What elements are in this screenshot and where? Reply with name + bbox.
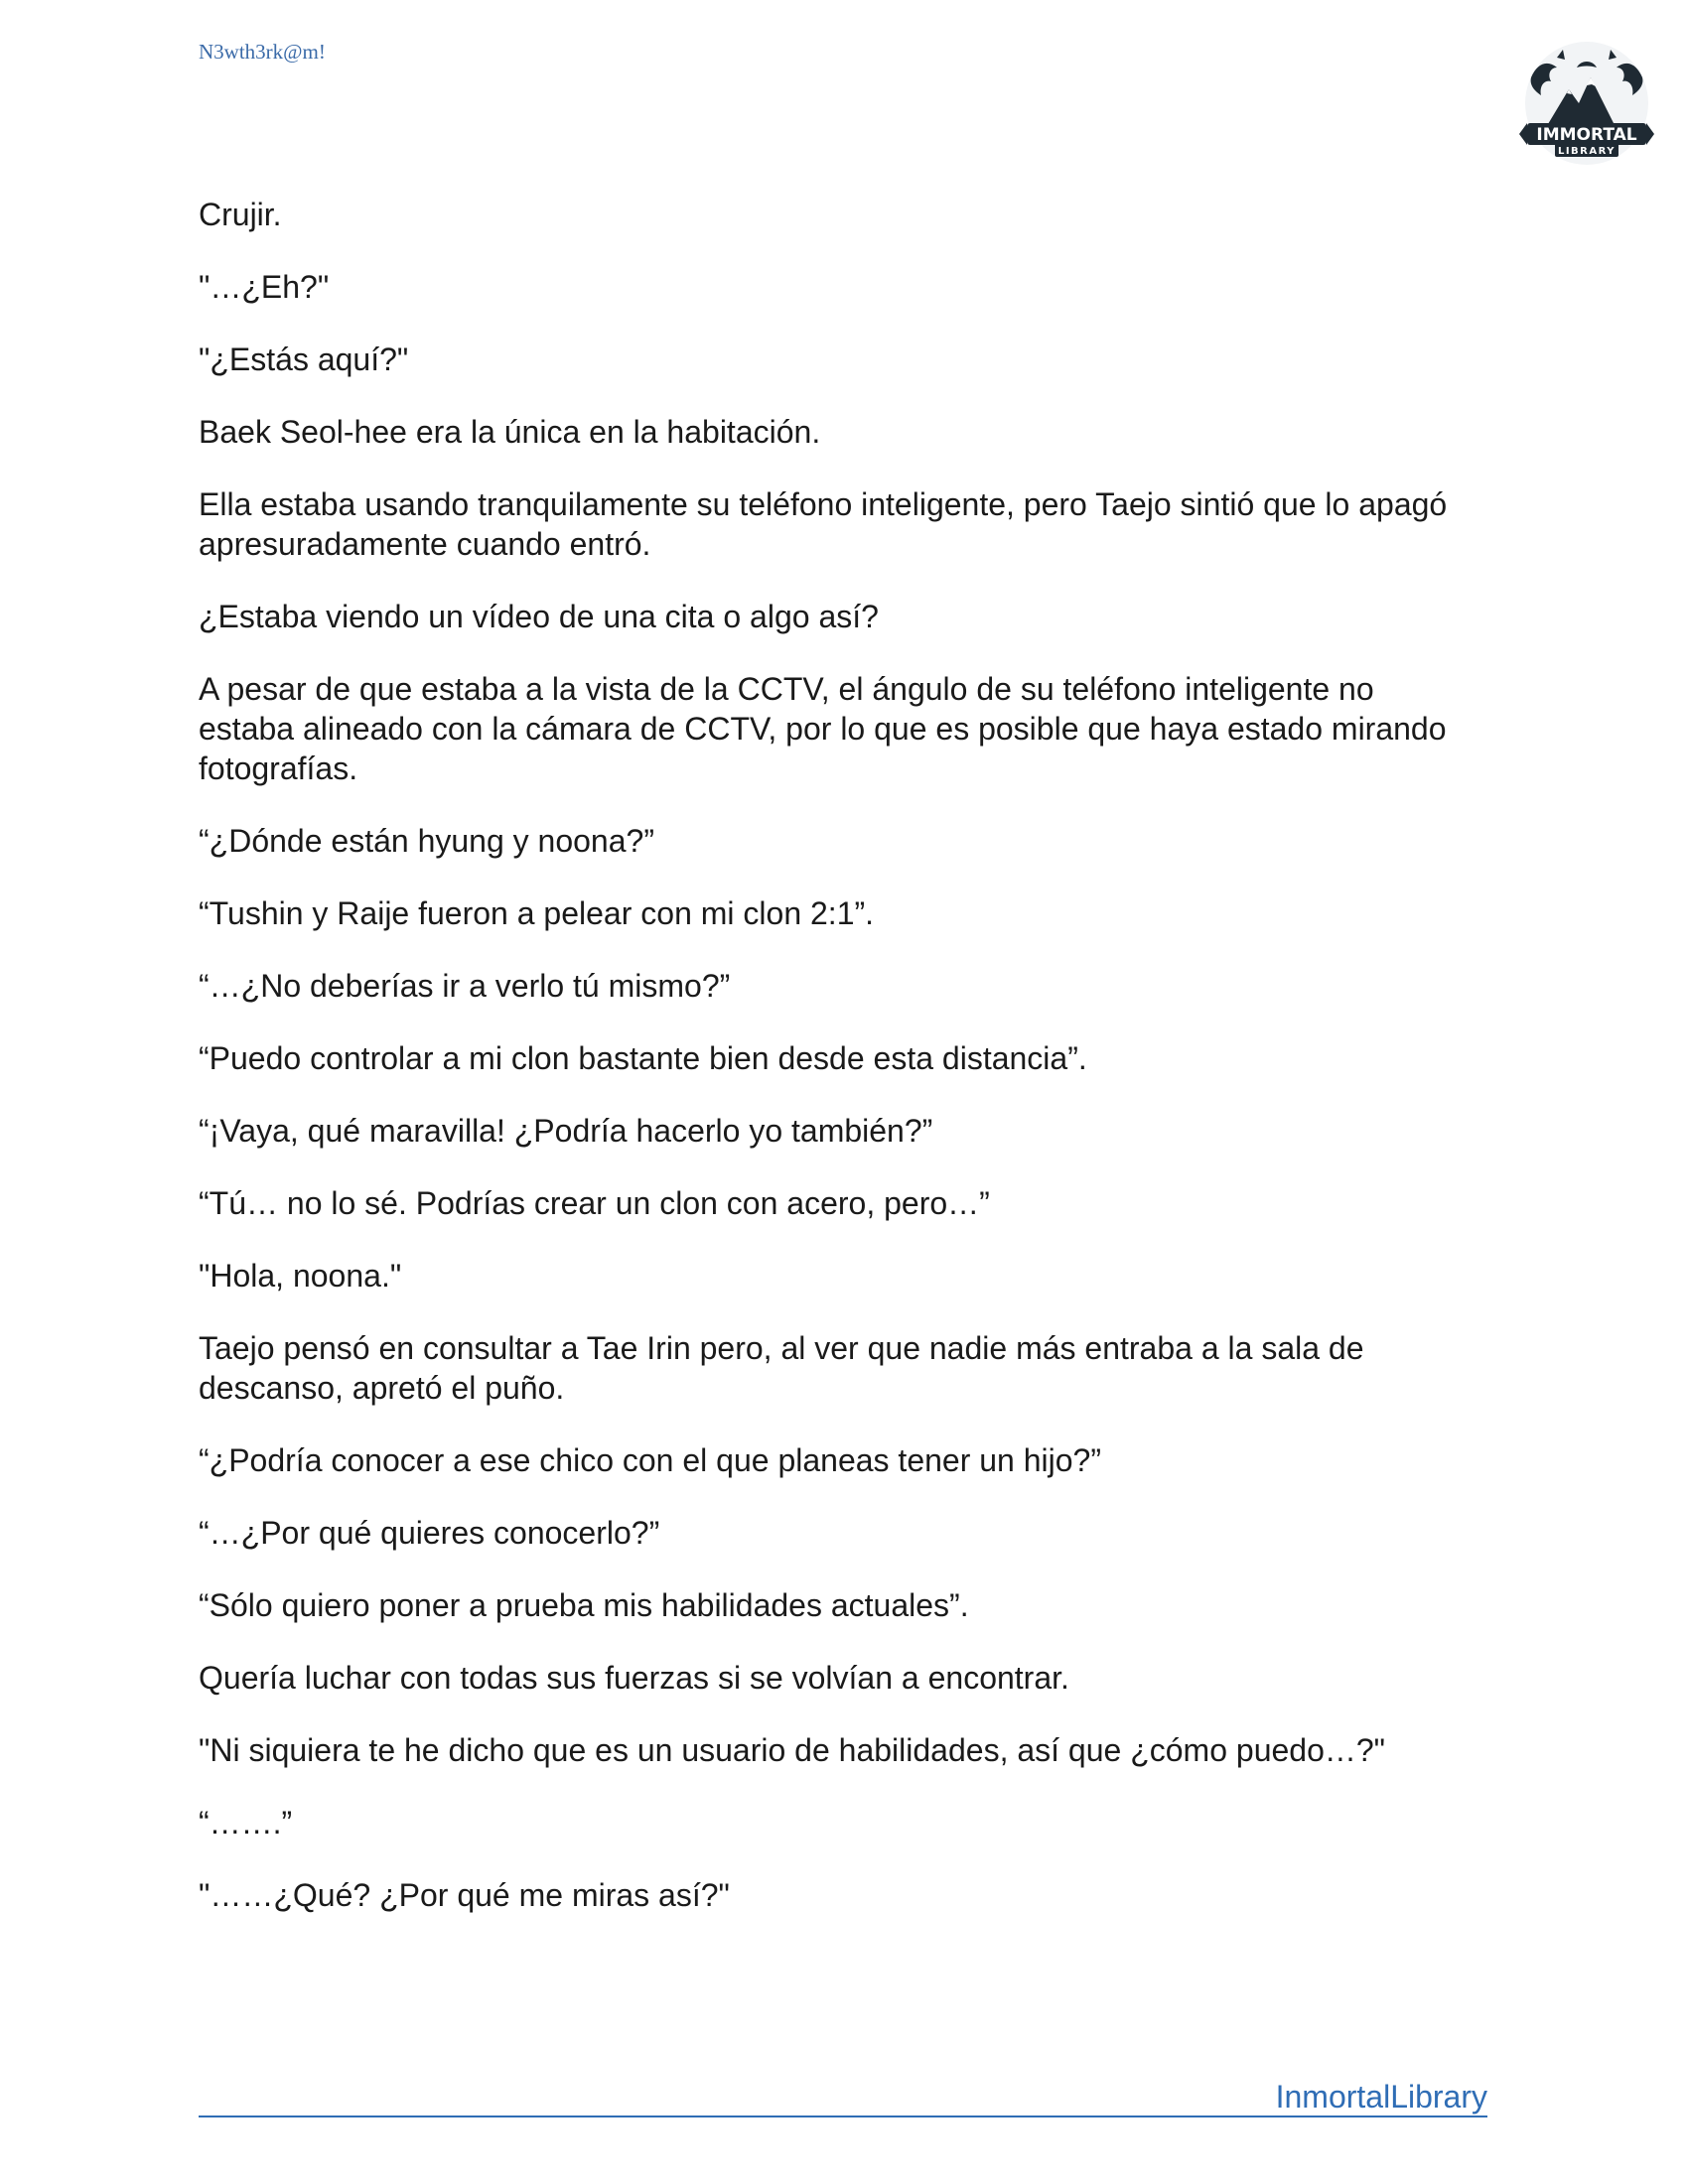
paragraph: “…¿No deberías ir a verlo tú mismo?” xyxy=(199,968,731,1004)
paragraph: Crujir. xyxy=(199,197,282,232)
logo-emblem-icon xyxy=(1517,38,1656,167)
paragraph: Taejo pensó en consultar a Tae Irin pero, al ver que nadie más entraba a la sala de descanso, apretó el puño. xyxy=(199,1330,1373,1406)
paragraph: Ella estaba usando tranquilamente su teléfono inteligente, pero Taejo sintió que lo apagó apresuradamente cuando entró. xyxy=(199,486,1457,562)
logo-title-line1: IMMORTAL xyxy=(1536,125,1637,145)
paragraph: "…¿Eh?" xyxy=(199,269,330,305)
paragraph: Baek Seol-hee era la única en la habitación. xyxy=(199,414,821,450)
paragraph: ¿Estaba viendo un vídeo de una cita o algo así? xyxy=(199,599,879,634)
header-watermark: N3wth3rk@m! xyxy=(199,40,326,64)
paragraph: A pesar de que estaba a la vista de la CCTV, el ángulo de su teléfono inteligente no estaba alineado con la cámara de CCTV, por lo que es posible que haya estado mirando fotografías. xyxy=(199,671,1456,786)
paragraph: “…….” xyxy=(199,1805,293,1841)
paragraph: “¿Podría conocer a ese chico con el que planeas tener un hijo?” xyxy=(199,1442,1101,1478)
footer-divider xyxy=(199,2116,1487,2117)
footer-link[interactable]: InmortalLibrary xyxy=(1275,2079,1487,2115)
paragraph: "¿Estás aquí?" xyxy=(199,341,409,377)
immortal-library-logo xyxy=(1517,38,1656,167)
document-body xyxy=(199,195,1457,1948)
paragraph: “Puedo controlar a mi clon bastante bien desde esta distancia”. xyxy=(199,1040,1087,1076)
paragraph: "Hola, noona." xyxy=(199,1258,402,1294)
paragraph: “Tushin y Raije fueron a pelear con mi clon 2:1”. xyxy=(199,895,875,931)
paragraph: “…¿Por qué quieres conocerlo?” xyxy=(199,1515,660,1551)
paragraph: "Ni siquiera te he dicho que es un usuario de habilidades, así que ¿cómo puedo…?" xyxy=(199,1732,1386,1768)
paragraph: "……¿Qué? ¿Por qué me miras así?" xyxy=(199,1877,730,1913)
paragraph: “¿Dónde están hyung y noona?” xyxy=(199,823,654,859)
paragraph: “Tú… no lo sé. Podrías crear un clon con acero, pero…” xyxy=(199,1185,990,1221)
paragraph: Quería luchar con todas sus fuerzas si se volvían a encontrar. xyxy=(199,1660,1069,1696)
paragraph: “¡Vaya, qué maravilla! ¿Podría hacerlo yo también?” xyxy=(199,1113,933,1149)
paragraph: “Sólo quiero poner a prueba mis habilidades actuales”. xyxy=(199,1587,969,1623)
logo-title-line2: LIBRARY xyxy=(1557,146,1617,157)
